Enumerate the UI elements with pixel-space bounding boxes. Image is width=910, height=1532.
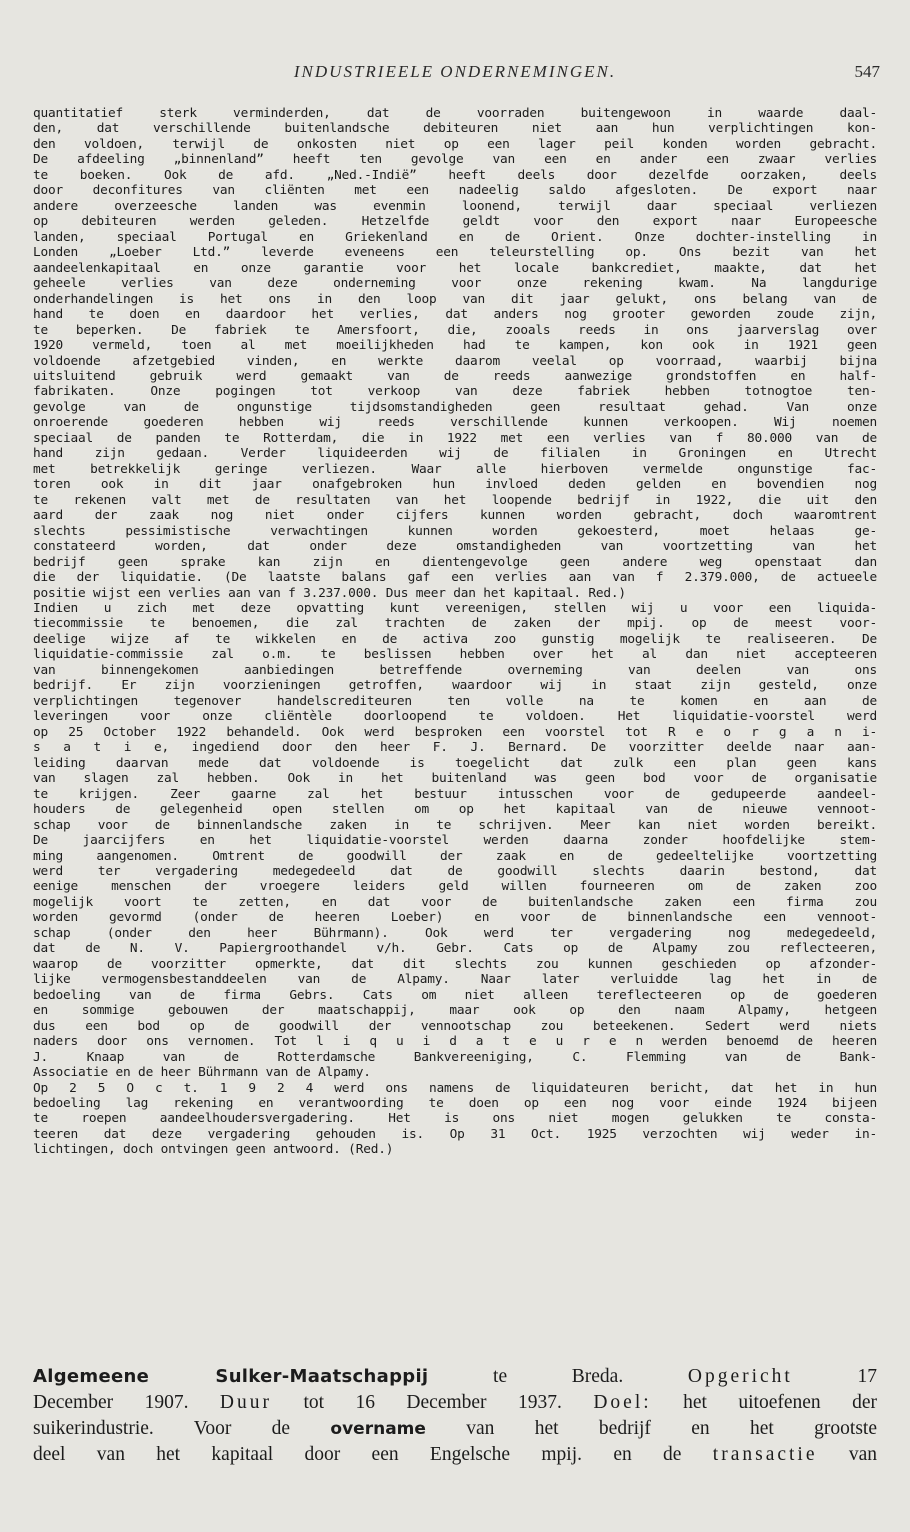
text-line: waarop de voorzitter opmerkte, dat dit slechts zou kunnen geschieden op afzonder- bbox=[33, 956, 877, 972]
text-line: quantitatief sterk verminderden, dat de voorraden buitengewoon in waarde daal- bbox=[33, 106, 877, 121]
text-line: schap (onder den heer Bührmann). Ook werd ter vergadering nog medegedeeld, bbox=[33, 925, 877, 941]
text-line: dat de N. V. Papiergroothandel v/h. Gebr. Cats op de Alpamy zou reflecteeren, bbox=[33, 941, 877, 957]
text-line: leiding daarvan mede dat voldoende is toegelicht dat zulk een plan geen kans bbox=[33, 755, 877, 771]
text-line: bedrijf geen sprake kan zijn en dientengevolge geen andere weg openstaat dan bbox=[33, 554, 877, 570]
text-line: te rekenen valt met de resultaten van het loopende bedrijf in 1922, die uit den bbox=[33, 492, 877, 508]
entry-line bbox=[33, 1416, 877, 1442]
text-line: den, dat verschillende buitenlandsche debiteuren niet aan hun verplichtingen kon- bbox=[33, 121, 877, 137]
text-line: van binnengekomen aanbiedingen betreffende overneming van deelen van ons bbox=[33, 662, 877, 678]
text-line: onderhandelingen is het ons in den loop van dit jaar gelukt, ons belang van de bbox=[33, 291, 877, 307]
text-line: te boeken. Ook de afd. „Ned.-Indië” heeft deels door dezelfde oorzaken, deels bbox=[33, 167, 877, 183]
text-line: op debiteuren werden geleden. Hetzelfde geldt voor den export naar Europeesche bbox=[33, 214, 877, 230]
entry-line bbox=[33, 1364, 877, 1390]
text-line: te beperken. De fabriek te Amersfoort, die, zooals reeds in ons jaarverslag over bbox=[33, 322, 877, 338]
transaction-word: transactie bbox=[712, 1444, 818, 1465]
page-number: 547 bbox=[854, 62, 880, 81]
text-line: van slagen zal hebben. Ook in het buitenland was geen bod voor de organisatie bbox=[33, 771, 877, 787]
text-line: en sommige gebouwen der maatschappij, maar ook op den naam Alpamy, hetgeen bbox=[33, 1003, 877, 1019]
text-line: mogelijk voort te zetten, en dat voor de buitenlandsche zaken een firma zou bbox=[33, 894, 877, 910]
purpose-text: van het bedrijf en het grootste bbox=[466, 1418, 877, 1439]
text-line: speciaal de panden te Rotterdam, die in 1922 met een verlies van f 80.000 van de bbox=[33, 430, 877, 446]
takeover-word: overname bbox=[330, 1419, 426, 1439]
founded-date-rest: December 1907. bbox=[33, 1392, 189, 1413]
text-line: constateerd worden, dat onder deze omstandigheden van voortzetting van het bbox=[33, 539, 877, 555]
text-line: die der liquidatie. (De laatste balans gaf een verlies aan van f 2.379.000, de actueele bbox=[33, 570, 877, 586]
text-line: geheele verlies van deze onderneming voor onze rekening kwam. Na langdurige bbox=[33, 276, 877, 292]
text-line: werd ter vergadering medegedeeld dat de goodwill slechts daarin bestond, dat bbox=[33, 863, 877, 879]
text-line: eenige menschen der vroegere leiders geld willen fourneeren om de zaken zoo bbox=[33, 879, 877, 895]
text-line: te krijgen. Zeer gaarne zal het bestuur intusschen voor de gedupeerde aandeel- bbox=[33, 786, 877, 802]
text-line: door deconfitures van cliënten met een nadeelig saldo afgesloten. De export naar bbox=[33, 183, 877, 199]
text-line: bedoeling lag rekening en verantwoording te doen op een nog voor einde 1924 bijeen bbox=[33, 1096, 877, 1111]
text-line: den voldoen, terwijl de onkosten niet op een lager peil konden worden gebracht. bbox=[33, 136, 877, 152]
purpose-text: van bbox=[848, 1444, 877, 1465]
text-line: bedoeling van de firma Gebrs. Cats om niet alleen tereflecteeren op de goederen bbox=[33, 987, 877, 1003]
company-entry bbox=[33, 1364, 877, 1468]
purpose-text: het uitoefenen der bbox=[683, 1392, 877, 1413]
text-line: landen, speciaal Portugal en Griekenland en de Orient. Onze dochter-instelling in bbox=[33, 229, 877, 245]
text-line: ming aangenomen. Omtrent de goodwill der zaak en de gedeeltelijke voortzetting bbox=[33, 848, 877, 864]
entry-line bbox=[33, 1390, 877, 1416]
text-line: teeren dat deze vergadering gehouden is. Op 31 Oct. 1925 verzochten wij weder in- bbox=[33, 1126, 877, 1142]
text-line: aandeelenkapitaal en onze garantie voor het locale bankcrediet, maakte, dat het bbox=[33, 260, 877, 276]
text-line: naders door ons vernomen. Tot l i q u i d a t e u r e n werden benoemd de heeren bbox=[33, 1034, 877, 1050]
text-line: lijke vermogensbestanddeelen van de Alpamy. Naar later verluidde lag het in de bbox=[33, 972, 877, 988]
text-line: hand zijn gedaan. Verder liquideerden wij de filialen in Groningen en Utrecht bbox=[33, 446, 877, 462]
text-line: houders de gelegenheid open stellen om op het kapitaal van de nieuwe vennoot- bbox=[33, 802, 877, 818]
text-line: s a t i e, ingediend door den heer F. J. Bernard. De voorzitter deelde naar aan- bbox=[33, 740, 877, 756]
duration-label: Duur bbox=[219, 1392, 272, 1413]
page-header bbox=[30, 62, 880, 88]
text-line: fabrikaten. Onze pogingen tot verkoop van deze fabriek hebben totnogtoe ten- bbox=[33, 384, 877, 400]
text-line: deelige wijze af te wikkelen en de activa zoo gunstig mogelijk te realiseeren. De bbox=[33, 631, 877, 647]
duration-value: tot 16 December 1937. bbox=[303, 1392, 562, 1413]
founded-date-day: 17 bbox=[857, 1366, 877, 1387]
text-line: aard der zaak nog niet onder cijfers kunnen worden gebracht, doch waaromtrent bbox=[33, 508, 877, 524]
text-line: bedrijf. Er zijn voorzieningen getroffen, waardoor wij in staat zijn gesteld, onze bbox=[33, 678, 877, 694]
text-line: verplichtingen tegenover handelscrediteuren ten volle na te komen en aan de bbox=[33, 693, 877, 709]
text-line: schap voor de binnenlandsche zaken in te schrijven. Meer kan niet worden bereikt. bbox=[33, 817, 877, 833]
text-line: liquidatie-commissie zal o.m. te beslissen hebben over het al dan niet accepteeren bbox=[33, 647, 877, 663]
text-line: De afdeeling „binnenland” heeft ten gevolge van een en ander een zwaar verlies bbox=[33, 152, 877, 168]
company-location: te Breda. bbox=[493, 1366, 624, 1387]
text-line: dus een bod op de goodwill der vennootschap zou beteekenen. Sedert werd niets bbox=[33, 1018, 877, 1034]
text-line: uitsluitend gebruik werd gemaakt van de reeds aanwezige grondstoffen en half- bbox=[33, 368, 877, 384]
text-line: andere overzeesche landen was evenmin loonend, terwijl daar speciaal verliezen bbox=[33, 198, 877, 214]
text-line: slechts pessimistische verwachtingen kunnen worden gekoesterd, moet helaas ge- bbox=[33, 523, 877, 539]
text-line: leveringen voor onze cliëntèle doorloopend te voldoen. Het liquidatie-voorstel werd bbox=[33, 709, 877, 725]
text-line: De jaarcijfers en het liquidatie-voorstel werden daarna zonder hoofdelijke stem- bbox=[33, 833, 877, 849]
company-name: Algemeene Sulker-Maatschappij bbox=[33, 1366, 429, 1387]
text-line: voldoende afzetgebied vinden, en werkte daarom veelal op voorraad, waarbij bijna bbox=[33, 353, 877, 369]
running-title: INDUSTRIEELE ONDERNEMINGEN. bbox=[293, 62, 617, 81]
purpose-label: Doel: bbox=[593, 1392, 652, 1413]
text-line: Indien u zich met deze opvatting kunt vereenigen, stellen wij u voor een liquida- bbox=[33, 601, 877, 616]
text-line: Londen „Loeber Ltd.” leverde eveneens een teleurstelling op. Ons bezit van het bbox=[33, 245, 877, 261]
purpose-text: deel van het kapitaal door een Engelsche mpij. en de bbox=[33, 1444, 682, 1465]
founded-label: Opgericht bbox=[687, 1366, 793, 1387]
text-line: toren ook in dit jaar onafgebroken hun invloed deden gelden en bovendien nog bbox=[33, 477, 877, 493]
text-line: positie wijst een verlies aan van f 3.237.000. Dus meer dan het kapitaal. Red.) bbox=[33, 585, 626, 601]
text-line: J. Knaap van de Rotterdamsche Bankvereeniging, C. Flemming van de Bank- bbox=[33, 1049, 877, 1065]
text-line: tiecommissie te benoemen, die zal trachten de zaken der mpij. op de meest voor- bbox=[33, 616, 877, 632]
text-line: worden gevormd (onder de heeren Loeber) en voor de binnenlandsche een vennoot- bbox=[33, 910, 877, 926]
text-line: Associatie en de heer Bührmann van de Alpamy. bbox=[33, 1065, 371, 1081]
text-line: onroerende goederen hebben wij reeds verschillende kunnen verkoopen. Wij noemen bbox=[33, 415, 877, 431]
text-line: te roepen aandeelhoudersvergadering. Het is ons niet mogen gelukken te consta- bbox=[33, 1111, 877, 1127]
text-line: gevolge van de ongunstige tijdsomstandigheden geen resultaat gehad. Van onze bbox=[33, 399, 877, 415]
purpose-text: suikerindustrie. Voor de bbox=[33, 1418, 291, 1439]
entry-line bbox=[33, 1442, 877, 1468]
text-line: op 25 October 1922 behandeld. Ook werd besproken een voorstel tot R e o r g a n i- bbox=[33, 724, 877, 740]
text-line: met betrekkelijk geringe verliezen. Waar alle hierboven vermelde ongunstige fac- bbox=[33, 461, 877, 477]
text-line: Op 2 5 O c t. 1 9 2 4 werd ons namens de liquidateuren bericht, dat het in hun bbox=[33, 1080, 877, 1096]
text-line: lichtingen, doch ontvingen geen antwoord. (Red.) bbox=[33, 1142, 394, 1158]
text-line: 1920 vermeld, toen al met moeilijkheden had te kampen, kon ook in 1921 geen bbox=[33, 338, 877, 354]
text-line: hand te doen en daardoor het verlies, dat anders nog grooter geworden zoude zijn, bbox=[33, 307, 877, 323]
article-body bbox=[33, 106, 877, 1158]
